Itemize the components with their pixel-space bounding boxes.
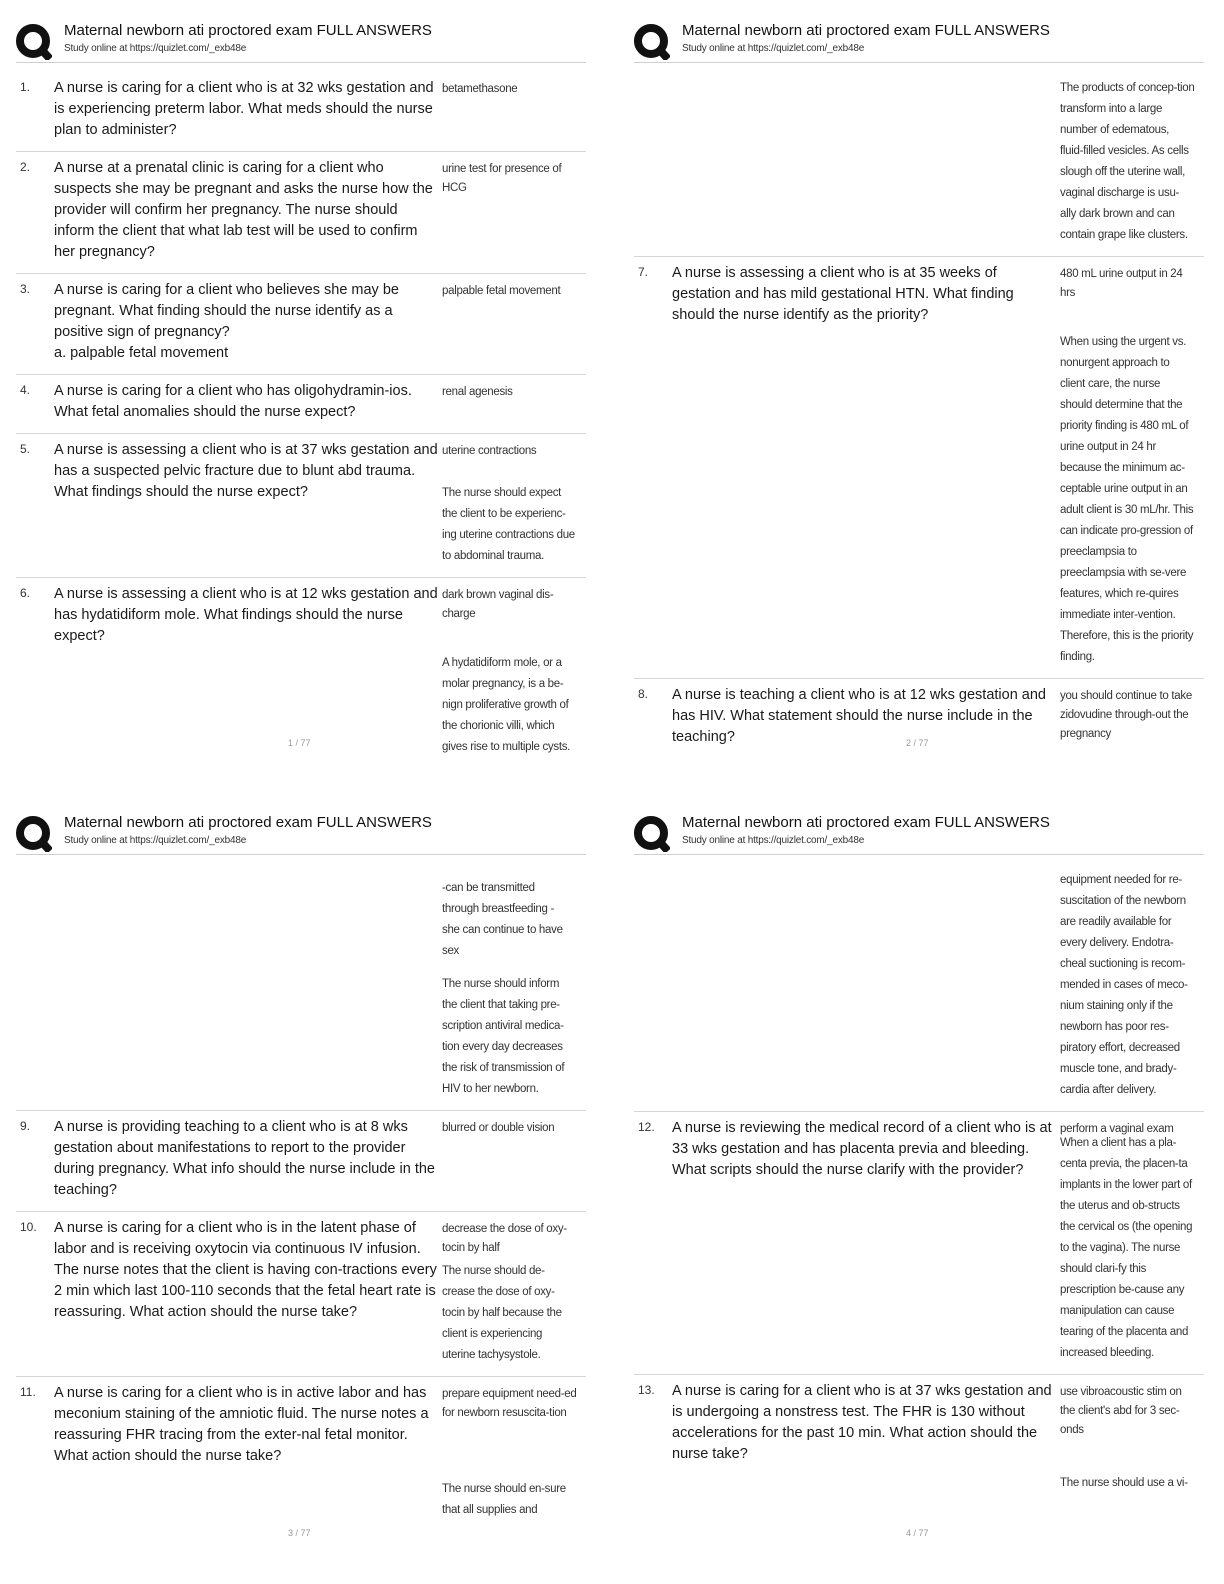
- answer-text: you should continue to take zidovudine through-out the pregnancy: [1060, 690, 1192, 740]
- rationale-text: The products of concep-tion transform into a large number of edematous, fluid-filled vesicles. As cells slough off the uterine wall, vaginal discharge is usu-ally dark brown and can contain grape like clusters.: [1060, 82, 1195, 241]
- quizlet-logo-icon: [16, 816, 52, 852]
- question-text: A nurse is caring for a client who believes she may be pregnant. What finding should the nurse identify as a positive sign of pregnancy?: [54, 282, 399, 340]
- answer-text: uterine contractions: [442, 445, 537, 457]
- question-text: A nurse is providing teaching to a client who is at 8 wks gestation about manifestations to report to the provider during pregnancy. What info should the nurse include in the teaching?: [54, 1119, 436, 1198]
- quizlet-logo-icon: [634, 24, 670, 60]
- page-header: [16, 814, 586, 858]
- document-title: Maternal newborn ati proctored exam FULL ANSWERS: [682, 814, 1050, 831]
- item-number: 10.: [20, 1220, 37, 1234]
- question-text: A nurse is assessing a client who is at 37 wks gestation and has a suspected pelvic fracture due to blunt abd trauma. What findings should the nurse expect?: [54, 442, 438, 500]
- question-text: A nurse is caring for a client who is in active labor and has meconium staining of the amniotic fluid. The nurse notes a reassuring FHR tracing from the exter-nal fetal monitor. What action should the nurse take?: [54, 1385, 429, 1464]
- answer-text: blurred or double vision: [442, 1122, 555, 1134]
- question-option: a. palpable fetal movement: [54, 345, 229, 361]
- question-text: A nurse is assessing a client who is at 12 wks gestation and has hydatidiform mole. What findings should the nurse expect?: [54, 586, 438, 644]
- item-number: 8.: [638, 687, 649, 701]
- question-text: A nurse is caring for a client who is in the latent phase of labor and is receiving oxytocin via continuous IV infusion. The nurse notes that the client is having con-tractions every 2 min which last 100-110 seconds that the fetal heart rate is reassuring. What action should the nurse take?: [54, 1220, 437, 1320]
- qa-list: [634, 864, 1204, 1504]
- study-link[interactable]: Study online at https://quizlet.com/_exb48e: [682, 835, 865, 846]
- divider: [16, 62, 586, 63]
- item-number: 11.: [20, 1385, 36, 1399]
- answer-text: decrease the dose of oxy-tocin by half: [442, 1223, 567, 1254]
- question-text: A nurse is caring for a client who is at 37 wks gestation and is undergoing a nonstress test. The FHR is 130 without accelerations for the past 10 min. What action should the nurse take?: [672, 1383, 1052, 1462]
- item-number: 2.: [20, 160, 31, 174]
- document-title: Maternal newborn ati proctored exam FULL ANSWERS: [682, 22, 1050, 39]
- question-text: A nurse is caring for a client who is at 32 wks gestation and is experiencing preterm labor. What meds should the nurse plan to administer?: [54, 80, 434, 138]
- answer-text: betamethasone: [442, 83, 518, 95]
- answer-text: perform a vaginal exam: [1060, 1123, 1174, 1135]
- answer-text: renal agenesis: [442, 386, 513, 398]
- page-header: [634, 814, 1204, 858]
- qa-item: [16, 72, 586, 152]
- divider: [634, 62, 1204, 63]
- study-link[interactable]: Study online at https://quizlet.com/_exb48e: [64, 43, 247, 54]
- study-link[interactable]: Study online at https://quizlet.com/_exb48e: [682, 43, 865, 54]
- qa-list: [16, 864, 586, 1531]
- document-title: Maternal newborn ati proctored exam FULL ANSWERS: [64, 22, 432, 39]
- answer-text: dark brown vaginal dis-charge: [442, 589, 554, 620]
- rationale-text: When using the urgent vs. nonurgent approach to client care, the nurse should determine that the priority finding is 480 mL of urine output in 24 hr because the minimum ac-ceptable urine output in an adult client is 30 mL/hr. This can indicate pro-gression of preeclampsia to preeclampsia with se-vere features, which re-quires immediate inter-vention. Therefore, this is the priority finding.: [1060, 336, 1194, 663]
- question-text: A nurse is teaching a client who is at 12 wks gestation and has HIV. What statement should the nurse include in the teaching?: [672, 687, 1046, 745]
- rationale-text: -can be transmitted through breastfeeding -she can continue to have sex: [442, 882, 563, 957]
- qa-item: [16, 1377, 586, 1531]
- item-number: 6.: [20, 586, 31, 600]
- item-number: 12.: [638, 1120, 655, 1134]
- page-4: [634, 814, 1204, 1538]
- page-number: 3 / 77: [288, 1528, 311, 1538]
- qa-item: [16, 375, 586, 434]
- rationale-text: The nurse should inform the client that taking pre-scription antiviral medica-tion every day decreases the risk of transmission of HIV to her newborn.: [442, 978, 565, 1095]
- page-header: [634, 22, 1204, 66]
- item-number: 13.: [638, 1383, 655, 1397]
- answer-text: use vibroacoustic stim on the client's abd for 3 sec-onds: [1060, 1386, 1182, 1436]
- answer-text: prepare equipment need-ed for newborn resuscita-tion: [442, 1388, 577, 1419]
- document-title: Maternal newborn ati proctored exam FULL ANSWERS: [64, 814, 432, 831]
- answer-text: palpable fetal movement: [442, 285, 561, 297]
- qa-item: [16, 152, 586, 274]
- item-number: 4.: [20, 383, 31, 397]
- quizlet-logo-icon: [634, 816, 670, 852]
- page-header: [16, 22, 586, 66]
- question-text: A nurse is reviewing the medical record of a client who is at 33 wks gestation and has placenta previa and bleeding. What scripts should the nurse clarify with the provider?: [672, 1120, 1052, 1178]
- qa-item: [16, 434, 586, 578]
- page-number: 2 / 77: [906, 738, 929, 748]
- rationale-text: The nurse should expect the client to be experienc-ing uterine contractions due to abdominal trauma.: [442, 487, 575, 562]
- rationale-text: A hydatidiform mole, or a molar pregnancy, is a be-nign proliferative growth of the chorionic villi, which gives rise to multiple cysts.: [442, 657, 571, 753]
- rationale-text: equipment needed for re-suscitation of the newborn are readily available for every delivery. Endotra-cheal suctioning is recom-mended in cases of meco-nium staining only if the newborn has poor res-piratory effort, decreased muscle tone, and brady-cardia after delivery.: [1060, 874, 1188, 1096]
- qa-continuation: [634, 864, 1204, 1112]
- item-number: 9.: [20, 1119, 31, 1133]
- qa-list: [634, 72, 1204, 758]
- qa-item: [16, 1212, 586, 1377]
- qa-item: [634, 257, 1204, 679]
- item-number: 7.: [638, 265, 649, 279]
- study-link[interactable]: Study online at https://quizlet.com/_exb48e: [64, 835, 247, 846]
- quizlet-logo-icon: [16, 24, 52, 60]
- answer-text: 480 mL urine output in 24 hrs: [1060, 268, 1183, 299]
- qa-item: [634, 1112, 1204, 1375]
- rationale-text: The nurse should en-sure that all supplies and: [442, 1483, 566, 1516]
- qa-list: [16, 72, 586, 768]
- page-number: 4 / 77: [906, 1528, 929, 1538]
- qa-continuation: [16, 864, 586, 1111]
- question-text: A nurse is assessing a client who is at 35 weeks of gestation and has mild gestational HTN. What finding should the nurse identify as the priority?: [672, 265, 1014, 323]
- item-number: 5.: [20, 442, 31, 456]
- divider: [16, 854, 586, 855]
- question-text: A nurse is caring for a client who has oligohydramin-ios. What fetal anomalies should the nurse expect?: [54, 383, 412, 420]
- qa-item: [634, 1375, 1204, 1504]
- qa-item: [16, 274, 586, 375]
- page-2: [634, 22, 1204, 758]
- answer-text: urine test for presence of HCG: [442, 163, 562, 194]
- page-3: [16, 814, 586, 1538]
- rationale-text: The nurse should use a vi-: [1060, 1477, 1188, 1489]
- page-number: 1 / 77: [288, 738, 311, 748]
- rationale-text: When a client has a pla-centa previa, the placen-ta implants in the lower part of the uterus and ob-structs the cervical os (the opening to the vagina). The nurse should clari-fy this prescription be-cause any manipulation can cause tearing of the placenta and increased bleeding.: [1060, 1137, 1193, 1359]
- item-number: 1.: [20, 80, 31, 94]
- question-text: A nurse at a prenatal clinic is caring for a client who suspects she may be pregnant and asks the nurse how the provider will confirm her pregnancy. The nurse should inform the client that what lab test will be used to confirm her pregnancy?: [54, 160, 433, 260]
- qa-item: [16, 1111, 586, 1212]
- divider: [634, 854, 1204, 855]
- page-1: [16, 22, 586, 768]
- qa-continuation: [634, 72, 1204, 257]
- rationale-text: The nurse should de-crease the dose of oxy-tocin by half because the client is experiencing uterine tachysystole.: [442, 1265, 562, 1361]
- item-number: 3.: [20, 282, 31, 296]
